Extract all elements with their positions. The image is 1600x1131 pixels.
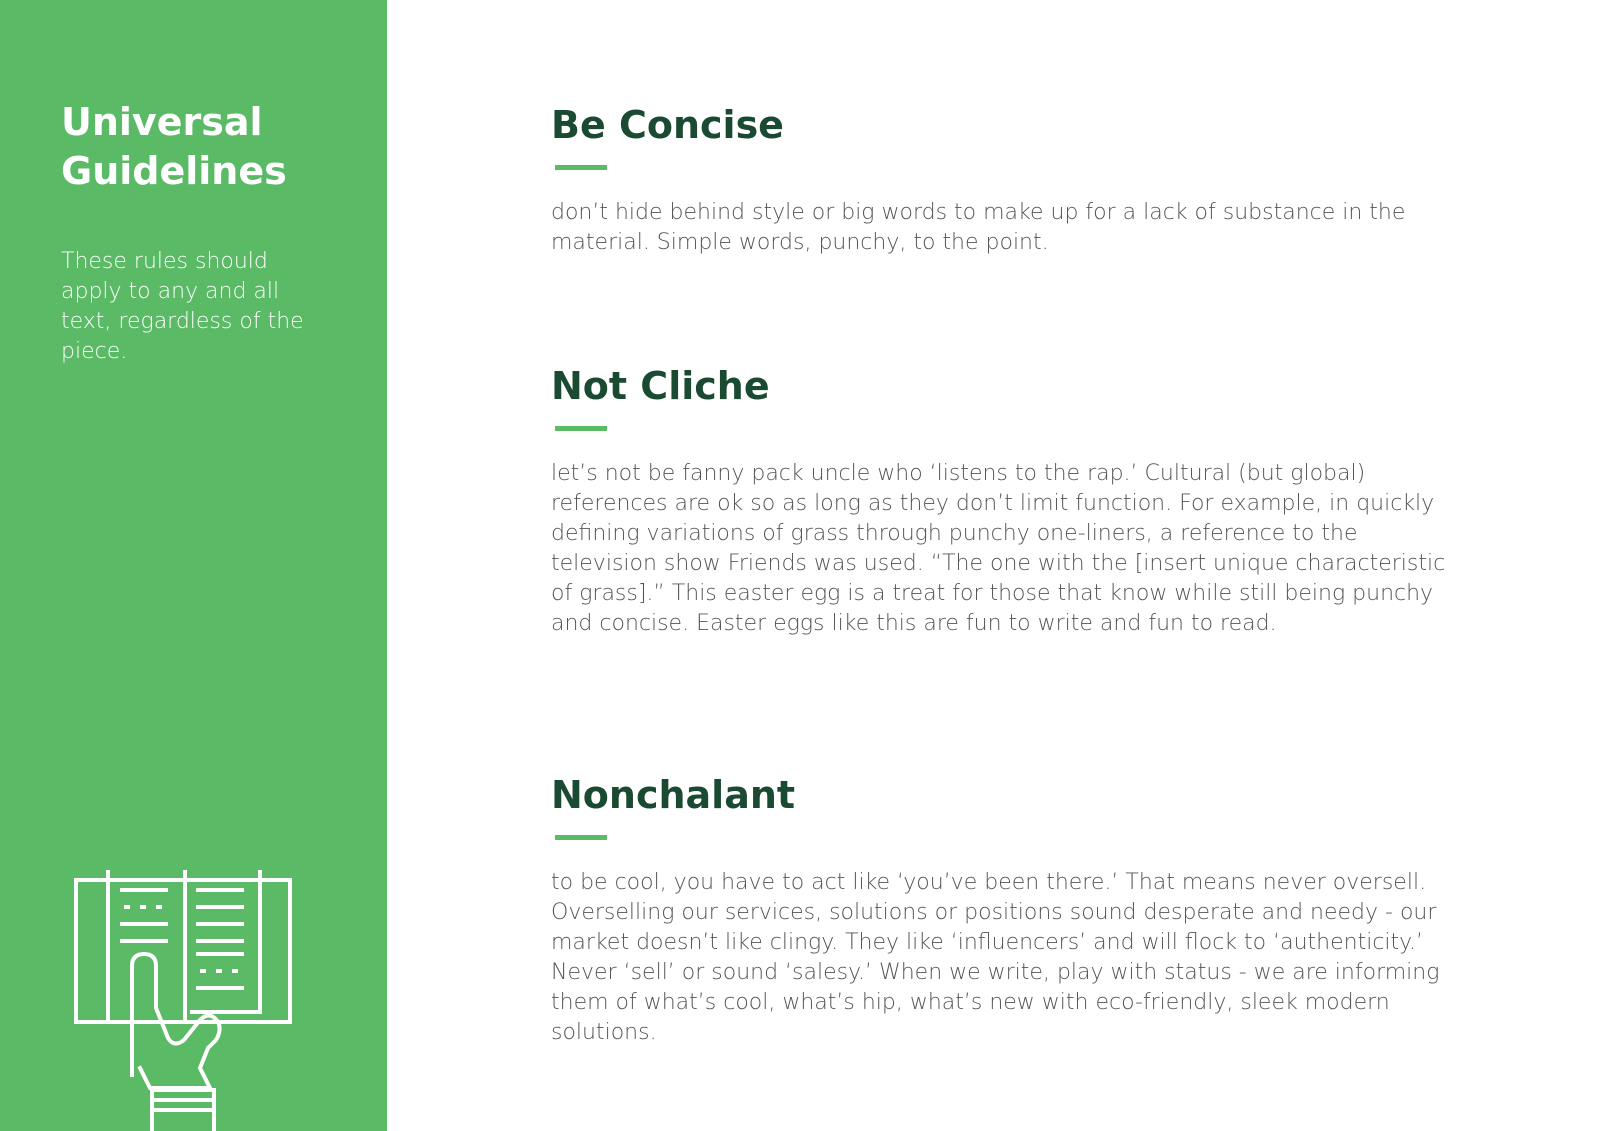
heading-underline (555, 426, 607, 431)
section-body: let’s not be fanny pack uncle who ‘listens to the rap.’ Cultural (but global) references are ok so as long as they don’t limit function. For example, in quickly defining variations of grass through punchy one-liners, a reference to the television show Friends was used. “The one with the [insert unique characteristic of grass].” This easter egg is a treat for those that know while still being punchy and concise. Easter eggs like this are fun to write and fun to read. (551, 461, 1446, 636)
section-heading: Be Concise (551, 103, 784, 147)
heading-underline (555, 835, 607, 840)
section-body: don’t hide behind style or big words to make up for a lack of substance in the material. Simple words, punchy, to the point. (551, 200, 1406, 255)
book-with-hand-icon (70, 870, 300, 1131)
sidebar-description: These rules should apply to any and all text, regardless of the piece. (61, 249, 304, 364)
section-heading: Not Cliche (551, 364, 770, 408)
section-nonchalant (551, 771, 1451, 1048)
section-heading: Nonchalant (551, 773, 796, 817)
main-content (551, 0, 1471, 1131)
sidebar-title-line2: Guidelines (61, 149, 287, 193)
section-be-concise (551, 101, 1451, 258)
heading-underline (555, 165, 607, 170)
section-not-cliche (551, 362, 1451, 639)
sidebar-title (61, 98, 361, 196)
section-body: to be cool, you have to act like ‘you’ve been there.’ That means never oversell. Overselling our services, solutions or positions sound desperate and needy - our market doesn’t like clingy. They like ‘influencers’ and will flock to ‘authenticity.’ Never ‘sell’ or sound ‘salesy.’ When we write, play with status - we are informing them of what’s cool, what’s hip, what’s new with eco-friendly, sleek modern solutions. (551, 870, 1440, 1045)
sidebar-title-line1: Universal (61, 100, 263, 144)
sidebar (0, 0, 387, 1131)
